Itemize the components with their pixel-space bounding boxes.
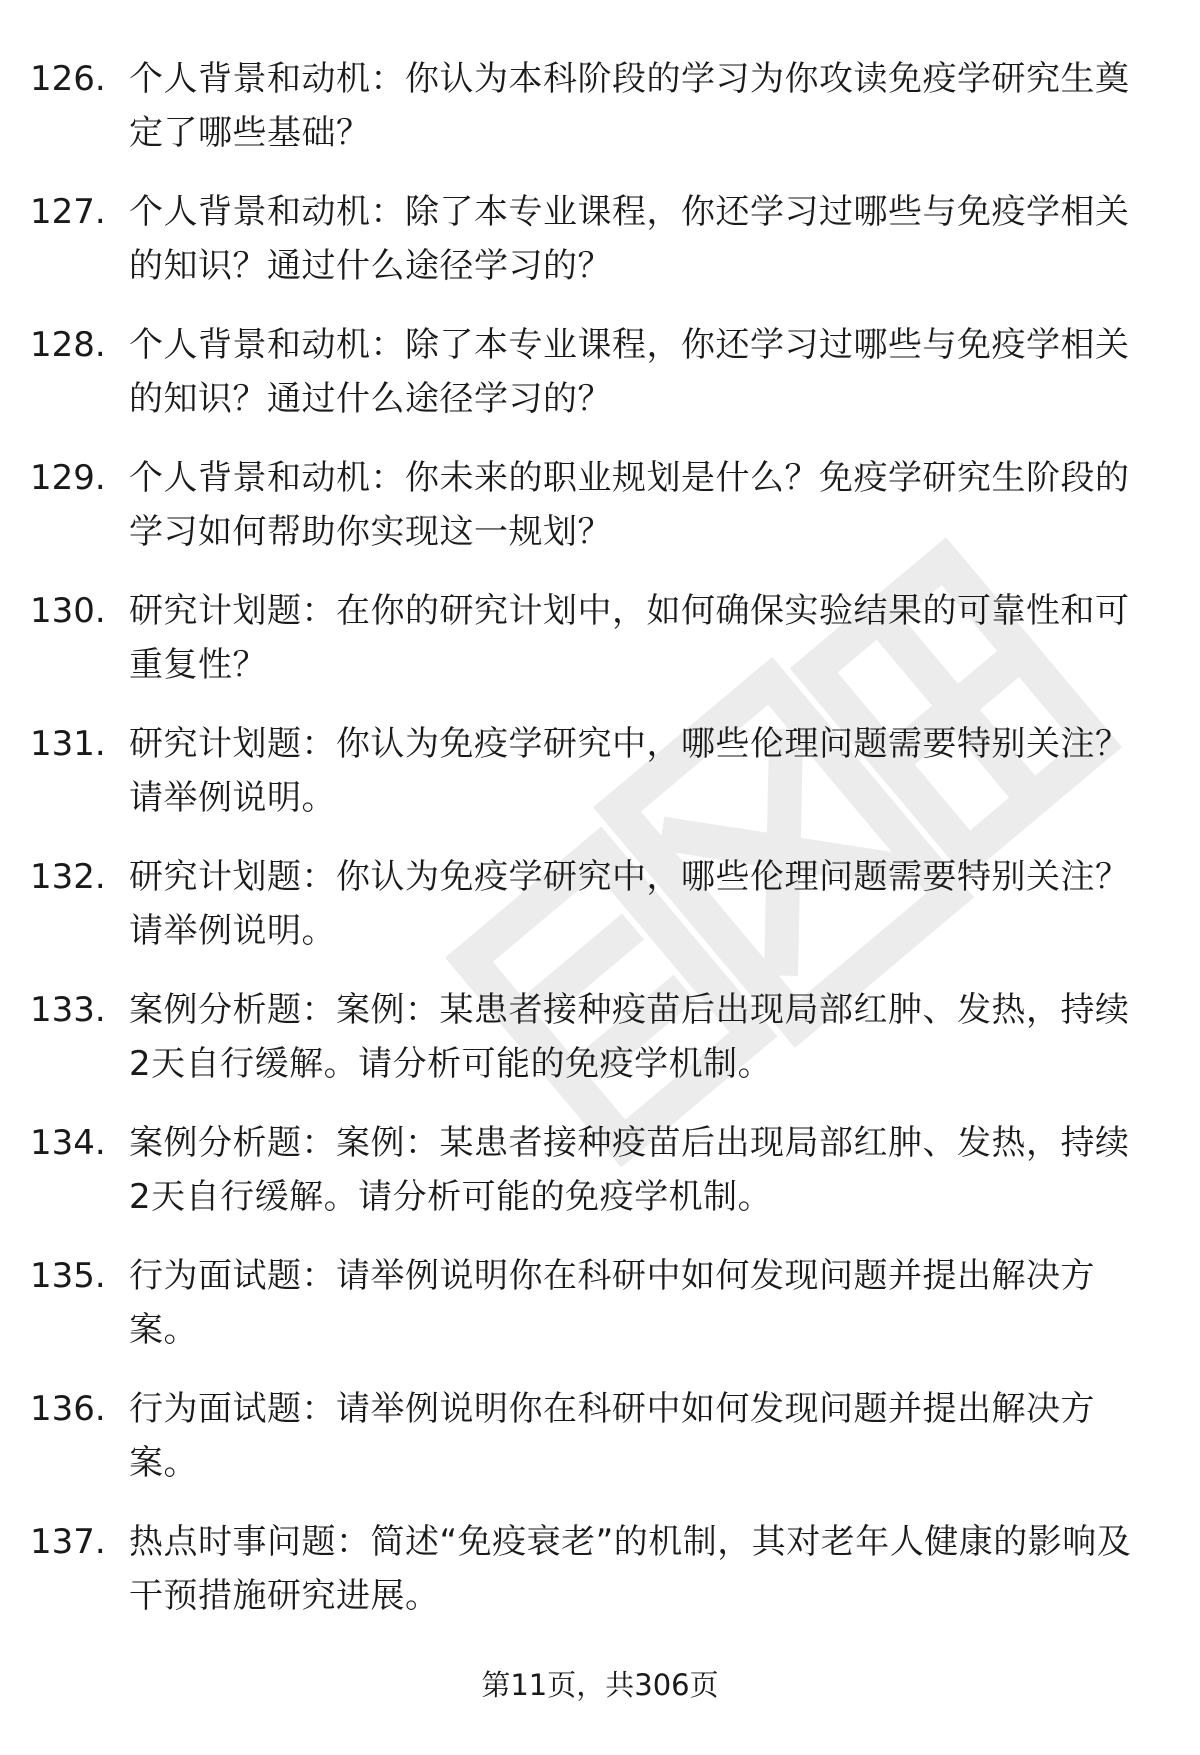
question-text: 个人背景和动机：你未来的职业规划是什么？免疫学研究生阶段的学习如何帮助你实现这一规划？ (129, 458, 1130, 552)
question-text: 个人背景和动机：你认为本科阶段的学习为你攻读免疫学研究生奠定了哪些基础？ (129, 59, 1130, 153)
question-item-137 (0, 1515, 1200, 1648)
question-text: 案例分析题：案例：某患者接种疫苗后出现局部红肿、发热，持续2天自行缓解。请分析可能的免疫学机制。 (129, 990, 1130, 1084)
question-item-129 (0, 451, 1200, 584)
question-text: 案例分析题：案例：某患者接种疫苗后出现局部红肿、发热，持续2天自行缓解。请分析可能的免疫学机制。 (129, 1123, 1130, 1217)
question-number: 129. (30, 458, 106, 498)
question-number: 136. (30, 1389, 106, 1429)
question-item-128 (0, 318, 1200, 451)
question-number: 131. (30, 724, 106, 764)
question-number: 134. (30, 1123, 106, 1163)
question-item-133 (0, 983, 1200, 1116)
question-item-134 (0, 1116, 1200, 1249)
question-text: 热点时事问题：简述“免疫衰老”的机制，其对老年人健康的影响及干预措施研究进展。 (129, 1522, 1132, 1616)
question-number: 130. (30, 591, 106, 631)
page-footer (0, 1665, 1200, 1705)
question-item-136 (0, 1382, 1200, 1515)
question-number: 137. (30, 1522, 106, 1562)
question-text: 行为面试题：请举例说明你在科研中如何发现问题并提出解决方案。 (129, 1256, 1095, 1350)
question-item-131 (0, 717, 1200, 850)
question-item-127 (0, 185, 1200, 318)
question-number: 127. (30, 192, 106, 232)
question-item-132 (0, 850, 1200, 983)
question-text: 个人背景和动机：除了本专业课程，你还学习过哪些与免疫学相关的知识？通过什么途径学习的？ (129, 325, 1130, 419)
question-list (0, 52, 1200, 1648)
question-number: 128. (30, 325, 106, 365)
question-text: 研究计划题：在你的研究计划中，如何确保实验结果的可靠性和可重复性？ (129, 591, 1130, 685)
question-number: 135. (30, 1256, 106, 1296)
question-text: 行为面试题：请举例说明你在科研中如何发现问题并提出解决方案。 (129, 1389, 1095, 1483)
question-number: 132. (30, 857, 106, 897)
question-item-126 (0, 52, 1200, 185)
question-text: 研究计划题：你认为免疫学研究中，哪些伦理问题需要特别关注？请举例说明。 (129, 857, 1130, 951)
page-number-label: 第11页，共306页 (481, 1668, 719, 1702)
question-number: 126. (30, 59, 106, 99)
question-item-130 (0, 584, 1200, 717)
question-text: 个人背景和动机：除了本专业课程，你还学习过哪些与免疫学相关的知识？通过什么途径学习的？ (129, 192, 1130, 286)
question-text: 研究计划题：你认为免疫学研究中，哪些伦理问题需要特别关注？请举例说明。 (129, 724, 1130, 818)
question-item-135 (0, 1249, 1200, 1382)
question-number: 133. (30, 990, 106, 1030)
